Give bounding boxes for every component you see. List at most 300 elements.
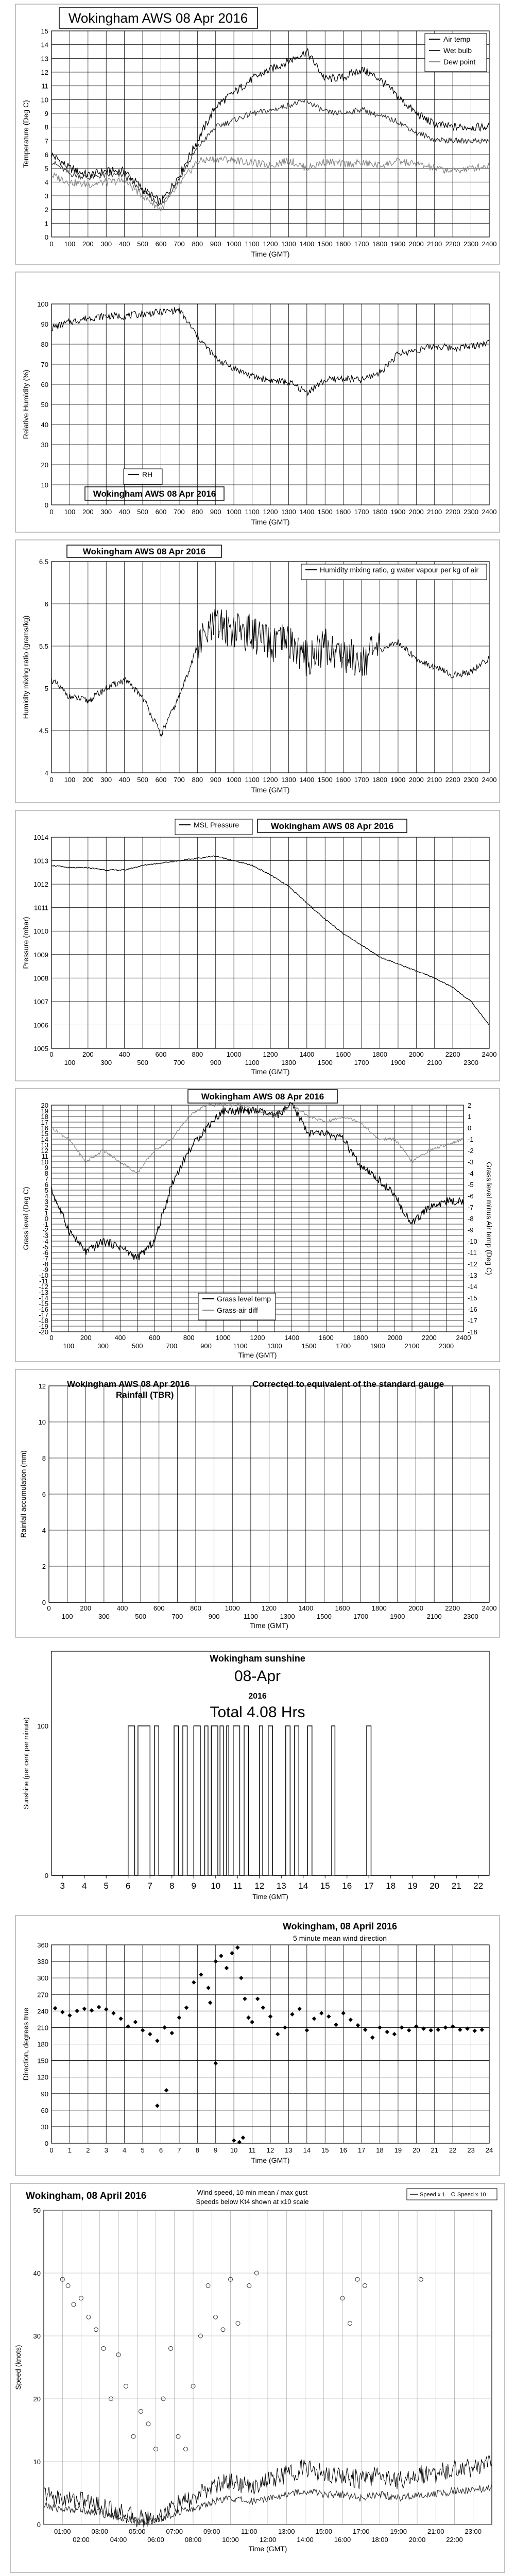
rh-ytick-label: 30 bbox=[41, 441, 48, 449]
temp-ytick-label: 0 bbox=[44, 233, 48, 241]
pres-xtick-label: 1500 bbox=[317, 1059, 333, 1066]
temp-xtick-label: 100 bbox=[64, 240, 76, 248]
wdir-xtick-label: 19 bbox=[394, 2146, 402, 2154]
grass-right-tick-label: -6 bbox=[468, 1192, 474, 1200]
grass-xtick-label: 1100 bbox=[233, 1342, 248, 1350]
grass-ytick-label: -11 bbox=[39, 1277, 48, 1285]
rain-xtick-label: 1300 bbox=[280, 1613, 295, 1620]
rain-xtick-label: 1000 bbox=[225, 1604, 240, 1612]
grass-ytick-label: 3 bbox=[44, 1198, 48, 1206]
wdir-point bbox=[237, 2140, 242, 2144]
rain-xtick-label: 600 bbox=[153, 1604, 165, 1612]
sun-xtick-label: 3 bbox=[60, 1881, 65, 1891]
temp-xtick-label: 500 bbox=[137, 240, 148, 248]
rh-xtick-label: 2100 bbox=[427, 508, 442, 516]
pres-xtick-label: 400 bbox=[118, 1050, 130, 1058]
grass-ytick-label: 6 bbox=[44, 1181, 48, 1189]
temp-ytick-label: 8 bbox=[44, 123, 48, 131]
sun-xtick-label: 6 bbox=[126, 1881, 131, 1891]
grass-ytick-label: -14 bbox=[39, 1294, 48, 1302]
temp-xtick-label: 800 bbox=[192, 240, 203, 248]
rh-xtick-label: 1200 bbox=[263, 508, 278, 516]
rain-xtick-label: 100 bbox=[61, 1613, 73, 1620]
grass-right-tick-label: -15 bbox=[468, 1294, 477, 1302]
temp-legend-label: Wet bulb bbox=[443, 46, 472, 55]
sunshine-title: Wokingham sunshine bbox=[210, 1653, 305, 1664]
wdir-ylabel: Direction, degrees true bbox=[22, 2007, 30, 2081]
grass-xtick-label: 0 bbox=[49, 1334, 54, 1342]
wdir-ytick-label: 180 bbox=[37, 2040, 48, 2048]
rain-xtick-label: 1500 bbox=[316, 1613, 332, 1620]
grass-xtick-label: 700 bbox=[166, 1342, 178, 1350]
temp-xtick-label: 900 bbox=[210, 240, 221, 248]
grass-right-tick-label: -17 bbox=[468, 1317, 477, 1325]
humidity-title: Wokingham AWS 08 Apr 2016 bbox=[93, 489, 216, 499]
grass-xtick-label: 300 bbox=[97, 1342, 109, 1350]
temp-xtick-label: 200 bbox=[82, 240, 94, 248]
wdir-ytick-label: 360 bbox=[37, 1941, 48, 1949]
grass-ytick-label: 12 bbox=[41, 1147, 48, 1155]
grass-ytick-label: 0 bbox=[44, 1215, 48, 1223]
temp-xtick-label: 600 bbox=[155, 240, 167, 248]
wdir-point bbox=[232, 2138, 236, 2142]
temp-xtick-label: 1300 bbox=[281, 240, 296, 248]
grass-ytick-label: 11 bbox=[41, 1153, 48, 1160]
rain-xtick-label: 1600 bbox=[335, 1604, 350, 1612]
wdir-point bbox=[184, 2006, 188, 2010]
rh-xtick-label: 100 bbox=[64, 508, 76, 516]
temp-xtick-label: 1200 bbox=[263, 240, 278, 248]
rainfall-title: Wokingham AWS 08 Apr 2016 bbox=[67, 1379, 190, 1389]
rain-xlabel: Time (GMT) bbox=[250, 1621, 288, 1630]
grass-ytick-label: 7 bbox=[44, 1175, 48, 1183]
wdir-ytick-label: 60 bbox=[41, 2106, 48, 2114]
rh-ytick-label: 40 bbox=[41, 421, 48, 429]
grass-legend-label: Grass-air diff bbox=[217, 1306, 258, 1314]
wdir-point bbox=[230, 1951, 234, 1955]
temp-ytick-label: 10 bbox=[41, 96, 48, 104]
wspd-x10-point bbox=[72, 2302, 76, 2307]
rh-xtick-label: 1000 bbox=[226, 508, 242, 516]
grass-xtick-label: 1600 bbox=[318, 1334, 334, 1342]
mixing-ratio-chart bbox=[0, 536, 515, 806]
mix-xtick-label: 800 bbox=[192, 776, 203, 784]
wdir-xtick-label: 14 bbox=[303, 2146, 311, 2154]
sun-xtick-label: 9 bbox=[191, 1881, 196, 1891]
wspd-x10-point bbox=[355, 2277, 359, 2281]
sun-plot-area bbox=[52, 1651, 489, 1875]
wdir-point bbox=[436, 2027, 440, 2031]
wdir-point bbox=[283, 2025, 287, 2029]
wspd-ytick-label: 0 bbox=[37, 2521, 41, 2529]
wdir-point bbox=[246, 2015, 250, 2020]
mix-xtick-label: 1400 bbox=[299, 776, 315, 784]
rh-ytick-label: 100 bbox=[37, 300, 48, 308]
grass-right-tick-label: -3 bbox=[468, 1158, 474, 1166]
grass-right-tick-label: 0 bbox=[468, 1124, 472, 1132]
mix-xtick-label: 1500 bbox=[317, 776, 333, 784]
grass-xtick-label: 900 bbox=[200, 1342, 212, 1350]
grass-ytick-label: -3 bbox=[42, 1232, 48, 1240]
humidity-chart bbox=[0, 268, 515, 536]
wdir-xtick-label: 12 bbox=[266, 2146, 274, 2154]
wspd-xtick-label: 14:00 bbox=[297, 2536, 314, 2544]
grass-ytick-label: -4 bbox=[42, 1238, 48, 1245]
wspd-xtick-label: 03:00 bbox=[91, 2528, 109, 2535]
sun-xtick-label: 7 bbox=[147, 1881, 152, 1891]
wdir-xtick-label: 11 bbox=[248, 2146, 256, 2154]
wspd-xtick-label: 05:00 bbox=[128, 2528, 146, 2535]
rh-xtick-label: 1100 bbox=[245, 508, 260, 516]
mix-xtick-label: 900 bbox=[210, 776, 221, 784]
wdir-ytick-label: 150 bbox=[37, 2057, 48, 2065]
pres-xtick-label: 100 bbox=[64, 1059, 76, 1066]
wdir-point bbox=[75, 2009, 79, 2013]
wind-speed-chart bbox=[0, 2179, 515, 2576]
pres-legend-label: MSL Pressure bbox=[194, 821, 239, 829]
mix-ytick-label: 6 bbox=[44, 600, 48, 608]
wspd-x10-point bbox=[236, 2321, 240, 2326]
wdir-point bbox=[297, 2007, 301, 2011]
wdir-point bbox=[192, 1980, 196, 1984]
grass-title: Wokingham AWS 08 Apr 2016 bbox=[201, 1092, 324, 1101]
temp-xtick-label: 1600 bbox=[336, 240, 351, 248]
grass-ytick-label: -19 bbox=[39, 1323, 48, 1330]
mix-xtick-label: 2000 bbox=[408, 776, 424, 784]
sun-xtick-label: 8 bbox=[169, 1881, 175, 1891]
temp-xtick-label: 2100 bbox=[427, 240, 442, 248]
sun-xtick-label: 4 bbox=[82, 1881, 87, 1891]
wdir-point bbox=[392, 2032, 397, 2036]
wdir-point bbox=[268, 2014, 272, 2019]
rain-xtick-label: 2300 bbox=[463, 1613, 478, 1620]
grass-xtick-label: 1500 bbox=[301, 1342, 317, 1350]
sun-xtick-label: 13 bbox=[276, 1881, 286, 1891]
rh-xtick-label: 1600 bbox=[336, 508, 351, 516]
grass-ytick-label: 16 bbox=[41, 1124, 48, 1132]
wdir-ytick-label: 0 bbox=[44, 2140, 48, 2147]
wspd-x10-point bbox=[214, 2315, 218, 2319]
wdir-point bbox=[155, 2039, 159, 2043]
temp-ytick-label: 14 bbox=[41, 41, 48, 49]
grass-right-tick-label: -16 bbox=[468, 1306, 477, 1313]
grass-right-tick-label: -8 bbox=[468, 1215, 474, 1223]
rh-ytick-label: 0 bbox=[44, 501, 48, 509]
rain-xtick-label: 700 bbox=[171, 1613, 183, 1620]
grass-xtick-label: 1200 bbox=[250, 1334, 265, 1342]
mix-xtick-label: 1700 bbox=[354, 776, 369, 784]
grass-xtick-label: 1000 bbox=[215, 1334, 231, 1342]
wspd-xtick-label: 16:00 bbox=[334, 2536, 351, 2544]
wdir-point bbox=[312, 2016, 316, 2021]
wdir-xtick-label: 24 bbox=[485, 2146, 493, 2154]
sun-series-line bbox=[52, 1726, 489, 1875]
grass-xtick-label: 2300 bbox=[439, 1342, 454, 1350]
wdir-point bbox=[458, 2027, 462, 2031]
grass-ytick-label: -15 bbox=[39, 1300, 48, 1308]
mix-xtick-label: 2400 bbox=[482, 776, 497, 784]
pres-xlabel: Time (GMT) bbox=[251, 1067, 290, 1076]
rh-ytick-label: 50 bbox=[41, 401, 48, 409]
wdir-point bbox=[334, 2023, 338, 2027]
wspd-xtick-label: 06:00 bbox=[147, 2536, 164, 2544]
mix-ytick-label: 5.5 bbox=[39, 642, 48, 650]
rh-xtick-label: 0 bbox=[49, 508, 54, 516]
wdir-xtick-label: 6 bbox=[159, 2146, 163, 2154]
sun-xtick-label: 21 bbox=[451, 1881, 461, 1891]
wdir-point bbox=[219, 1954, 223, 1958]
rainfall-series-label: Rainfall (TBR) bbox=[116, 1390, 174, 1400]
grass-ytick-label: 4 bbox=[44, 1192, 48, 1200]
grass-xtick-label: 2100 bbox=[404, 1342, 420, 1350]
rh-xtick-label: 300 bbox=[100, 508, 112, 516]
wspd-ytick-label: 50 bbox=[33, 2207, 41, 2214]
wdir-point bbox=[443, 2025, 448, 2029]
rh-xtick-label: 2000 bbox=[408, 508, 424, 516]
mix-ytick-label: 4.5 bbox=[39, 727, 48, 735]
wspd-legend-label: Speed x 10 bbox=[457, 2192, 486, 2198]
temp-xtick-label: 1700 bbox=[354, 240, 369, 248]
temp-xtick-label: 1500 bbox=[317, 240, 333, 248]
sun-xtick-label: 18 bbox=[386, 1881, 396, 1891]
wspd-xtick-label: 10:00 bbox=[222, 2536, 239, 2544]
wdir-point bbox=[414, 2024, 418, 2028]
rain-xtick-label: 1800 bbox=[371, 1604, 387, 1612]
wdir-point bbox=[400, 2025, 404, 2029]
grass-ytick-label: 9 bbox=[44, 1164, 48, 1172]
grass-ytick-label: 19 bbox=[41, 1107, 48, 1115]
wspd-x10-point bbox=[87, 2315, 91, 2319]
wspd-x10-point bbox=[101, 2346, 106, 2350]
rain-ytick-label: 6 bbox=[42, 1490, 46, 1498]
rh-xlabel: Time (GMT) bbox=[251, 518, 290, 526]
sun-ytick-label: 0 bbox=[44, 1872, 48, 1879]
pres-xtick-label: 1100 bbox=[245, 1059, 260, 1066]
rh-xtick-label: 600 bbox=[155, 508, 167, 516]
temp-ytick-label: 6 bbox=[44, 151, 48, 159]
wind-direction-panel bbox=[0, 1911, 515, 2179]
wind-speed-subtitle: Wind speed, 10 min mean / max gust bbox=[197, 2189, 308, 2196]
wdir-xtick-label: 23 bbox=[467, 2146, 475, 2154]
temp-ytick-label: 12 bbox=[41, 69, 48, 76]
wdir-xlabel: Time (GMT) bbox=[251, 2156, 290, 2164]
wdir-point bbox=[111, 2011, 115, 2015]
wdir-point bbox=[356, 2023, 360, 2027]
rain-xtick-label: 300 bbox=[98, 1613, 110, 1620]
pres-xtick-label: 2300 bbox=[464, 1059, 479, 1066]
wdir-xtick-label: 4 bbox=[123, 2146, 127, 2154]
grass-xtick-label: 1900 bbox=[370, 1342, 385, 1350]
mix-ytick-label: 5 bbox=[44, 685, 48, 692]
sun-xtick-label: 14 bbox=[298, 1881, 308, 1891]
grass-ytick-label: 8 bbox=[44, 1170, 48, 1177]
grass-xlabel: Time (GMT) bbox=[238, 1351, 277, 1359]
sun-xtick-label: 16 bbox=[342, 1881, 352, 1891]
temp-ytick-label: 2 bbox=[44, 206, 48, 214]
rh-ytick-label: 60 bbox=[41, 381, 48, 388]
grass-ytick-label: -6 bbox=[42, 1249, 48, 1257]
wspd-xtick-label: 01:00 bbox=[54, 2528, 71, 2535]
mix-xtick-label: 500 bbox=[137, 776, 148, 784]
rain-ytick-label: 12 bbox=[38, 1382, 46, 1390]
pres-ytick-label: 1010 bbox=[33, 927, 48, 936]
rh-xtick-label: 700 bbox=[174, 508, 185, 516]
wdir-xtick-label: 17 bbox=[357, 2146, 366, 2154]
pres-xtick-label: 2000 bbox=[408, 1050, 424, 1058]
mix-xtick-label: 300 bbox=[100, 776, 112, 784]
wspd-xtick-label: 15:00 bbox=[315, 2528, 333, 2535]
rain-ytick-label: 8 bbox=[42, 1454, 46, 1462]
rain-xtick-label: 500 bbox=[135, 1613, 146, 1620]
wspd-xtick-label: 08:00 bbox=[184, 2536, 202, 2544]
sun-xtick-label: 11 bbox=[233, 1881, 243, 1891]
wdir-point bbox=[290, 2012, 294, 2016]
wdir-xtick-label: 2 bbox=[86, 2146, 90, 2154]
pres-ytick-label: 1011 bbox=[34, 904, 48, 912]
wdir-xtick-label: 0 bbox=[49, 2146, 54, 2154]
grass-ytick-label: -2 bbox=[42, 1226, 48, 1234]
wspd-legend-label: Speed x 1 bbox=[420, 2192, 445, 2198]
wspd-x10-point bbox=[131, 2434, 135, 2438]
grass-xtick-label: 1300 bbox=[267, 1342, 282, 1350]
temp-ylabel: Temperature (Deg C) bbox=[22, 100, 30, 168]
wdir-ytick-label: 120 bbox=[37, 2073, 48, 2081]
wspd-x10-point bbox=[206, 2283, 210, 2287]
wdir-point bbox=[261, 2006, 265, 2010]
wdir-point bbox=[162, 2025, 166, 2029]
wdir-xtick-label: 21 bbox=[431, 2146, 438, 2154]
wdir-point bbox=[349, 2018, 353, 2022]
wspd-ytick-label: 30 bbox=[33, 2332, 41, 2340]
grass-xtick-label: 1400 bbox=[284, 1334, 300, 1342]
temp-xtick-label: 2300 bbox=[464, 240, 479, 248]
temp-xtick-label: 1800 bbox=[372, 240, 387, 248]
pressure-chart bbox=[0, 806, 515, 1084]
wdir-point bbox=[241, 2136, 245, 2140]
grass-ytick-label: -7 bbox=[42, 1255, 48, 1262]
mix-xtick-label: 200 bbox=[82, 776, 94, 784]
rh-ytick-label: 70 bbox=[41, 361, 48, 368]
wdir-xtick-label: 18 bbox=[376, 2146, 384, 2154]
grass-right-tick-label: -4 bbox=[468, 1170, 474, 1177]
pres-xtick-label: 2200 bbox=[445, 1050, 460, 1058]
temp-xtick-label: 1900 bbox=[390, 240, 406, 248]
wind-direction-chart bbox=[0, 1911, 515, 2179]
rain-xtick-label: 2000 bbox=[408, 1604, 423, 1612]
wdir-xtick-label: 13 bbox=[285, 2146, 293, 2154]
temp-xtick-label: 300 bbox=[100, 240, 112, 248]
pres-ytick-label: 1007 bbox=[33, 997, 48, 1006]
wdir-ytick-label: 240 bbox=[37, 2007, 48, 2015]
wdir-point bbox=[385, 2030, 389, 2034]
wdir-point bbox=[363, 2027, 367, 2031]
grass-ytick-label: -18 bbox=[39, 1317, 48, 1325]
mix-xtick-label: 400 bbox=[118, 776, 130, 784]
grass-right-tick-label: -10 bbox=[468, 1238, 477, 1245]
wdir-ytick-label: 330 bbox=[37, 1958, 48, 1966]
temp-xtick-label: 2400 bbox=[482, 240, 497, 248]
temperature-chart bbox=[0, 0, 515, 268]
pres-ytick-label: 1005 bbox=[33, 1045, 48, 1053]
wind-speed-subtitle2: Speeds below Kt4 shown at x10 scale bbox=[196, 2198, 309, 2206]
wdir-point bbox=[214, 1959, 218, 1963]
rh-xtick-label: 400 bbox=[118, 508, 130, 516]
wind-speed-title: Wokingham, 08 April 2016 bbox=[26, 2191, 147, 2201]
rh-xtick-label: 1800 bbox=[372, 508, 387, 516]
wspd-x10-point bbox=[221, 2328, 225, 2332]
pres-ytick-label: 1008 bbox=[33, 974, 48, 982]
wspd-xtick-label: 12:00 bbox=[259, 2536, 277, 2544]
grass-ytick-label: 14 bbox=[41, 1136, 48, 1143]
sun-xtick-label: 10 bbox=[211, 1881, 221, 1891]
mix-xtick-label: 1600 bbox=[336, 776, 351, 784]
mix-xlabel: Time (GMT) bbox=[251, 786, 290, 794]
grass-ytick-label: -9 bbox=[42, 1266, 48, 1274]
grass-right-tick-label: -1 bbox=[468, 1136, 474, 1143]
grass-right-tick-label: -14 bbox=[468, 1283, 477, 1291]
rain-xtick-label: 400 bbox=[116, 1604, 128, 1612]
wdir-point bbox=[341, 2011, 345, 2015]
rain-xtick-label: 1400 bbox=[298, 1604, 314, 1612]
wspd-x10-point bbox=[184, 2447, 188, 2451]
pres-ytick-label: 1014 bbox=[33, 834, 48, 841]
rh-xtick-label: 500 bbox=[137, 508, 148, 516]
grass-xtick-label: 1700 bbox=[336, 1342, 351, 1350]
sun-xtick-label: 5 bbox=[104, 1881, 109, 1891]
grass-xtick-label: 1800 bbox=[353, 1334, 368, 1342]
wspd-xtick-label: 17:00 bbox=[352, 2528, 370, 2535]
mix-xtick-label: 600 bbox=[155, 776, 167, 784]
wspd-xtick-label: 07:00 bbox=[166, 2528, 183, 2535]
grass-ytick-label: -20 bbox=[39, 1328, 48, 1336]
mix-ylabel: Humidity mixing ratio (grams/kg) bbox=[22, 615, 30, 719]
humidity-panel bbox=[0, 268, 515, 536]
grass-ytick-label: -8 bbox=[42, 1260, 48, 1268]
grass-ytick-label: 15 bbox=[41, 1130, 48, 1138]
pres-xtick-label: 600 bbox=[155, 1050, 167, 1058]
grass-right-tick-label: 1 bbox=[468, 1113, 472, 1121]
mixing-ratio-panel bbox=[0, 536, 515, 806]
wspd-xtick-label: 18:00 bbox=[371, 2536, 388, 2544]
wind-direction-title: Wokingham, 08 April 2016 bbox=[282, 1921, 398, 1931]
grass-xtick-label: 500 bbox=[131, 1342, 143, 1350]
grass-ytick-label: -17 bbox=[39, 1311, 48, 1319]
rh-xtick-label: 1900 bbox=[390, 508, 406, 516]
rh-xtick-label: 200 bbox=[82, 508, 94, 516]
temp-ytick-label: 1 bbox=[44, 219, 48, 228]
wdir-point bbox=[225, 1966, 229, 1970]
pressure-panel bbox=[0, 806, 515, 1084]
wspd-x10-point bbox=[146, 2422, 150, 2426]
temp-ytick-label: 15 bbox=[41, 27, 48, 35]
grass-ytick-label: 17 bbox=[41, 1118, 48, 1126]
grass-ylabel: Grass level (Deg C) bbox=[22, 1187, 30, 1250]
rh-xtick-label: 800 bbox=[192, 508, 203, 516]
wspd-xtick-label: 19:00 bbox=[390, 2528, 407, 2535]
wspd-xtick-label: 02:00 bbox=[73, 2536, 90, 2544]
wspd-x10-point bbox=[419, 2277, 423, 2281]
wspd-xtick-label: 23:00 bbox=[465, 2528, 482, 2535]
grass-ytick-label: -13 bbox=[39, 1289, 48, 1296]
wdir-xtick-label: 15 bbox=[321, 2146, 329, 2154]
wdir-point bbox=[97, 2005, 101, 2009]
sun-ytick-label: 100 bbox=[37, 1722, 48, 1730]
pressure-title: Wokingham AWS 08 Apr 2016 bbox=[270, 821, 394, 831]
wdir-ytick-label: 30 bbox=[41, 2123, 48, 2131]
grass-right-tick-label: -5 bbox=[468, 1181, 474, 1189]
grass-chart bbox=[0, 1084, 515, 1365]
wdir-point bbox=[235, 1945, 239, 1950]
